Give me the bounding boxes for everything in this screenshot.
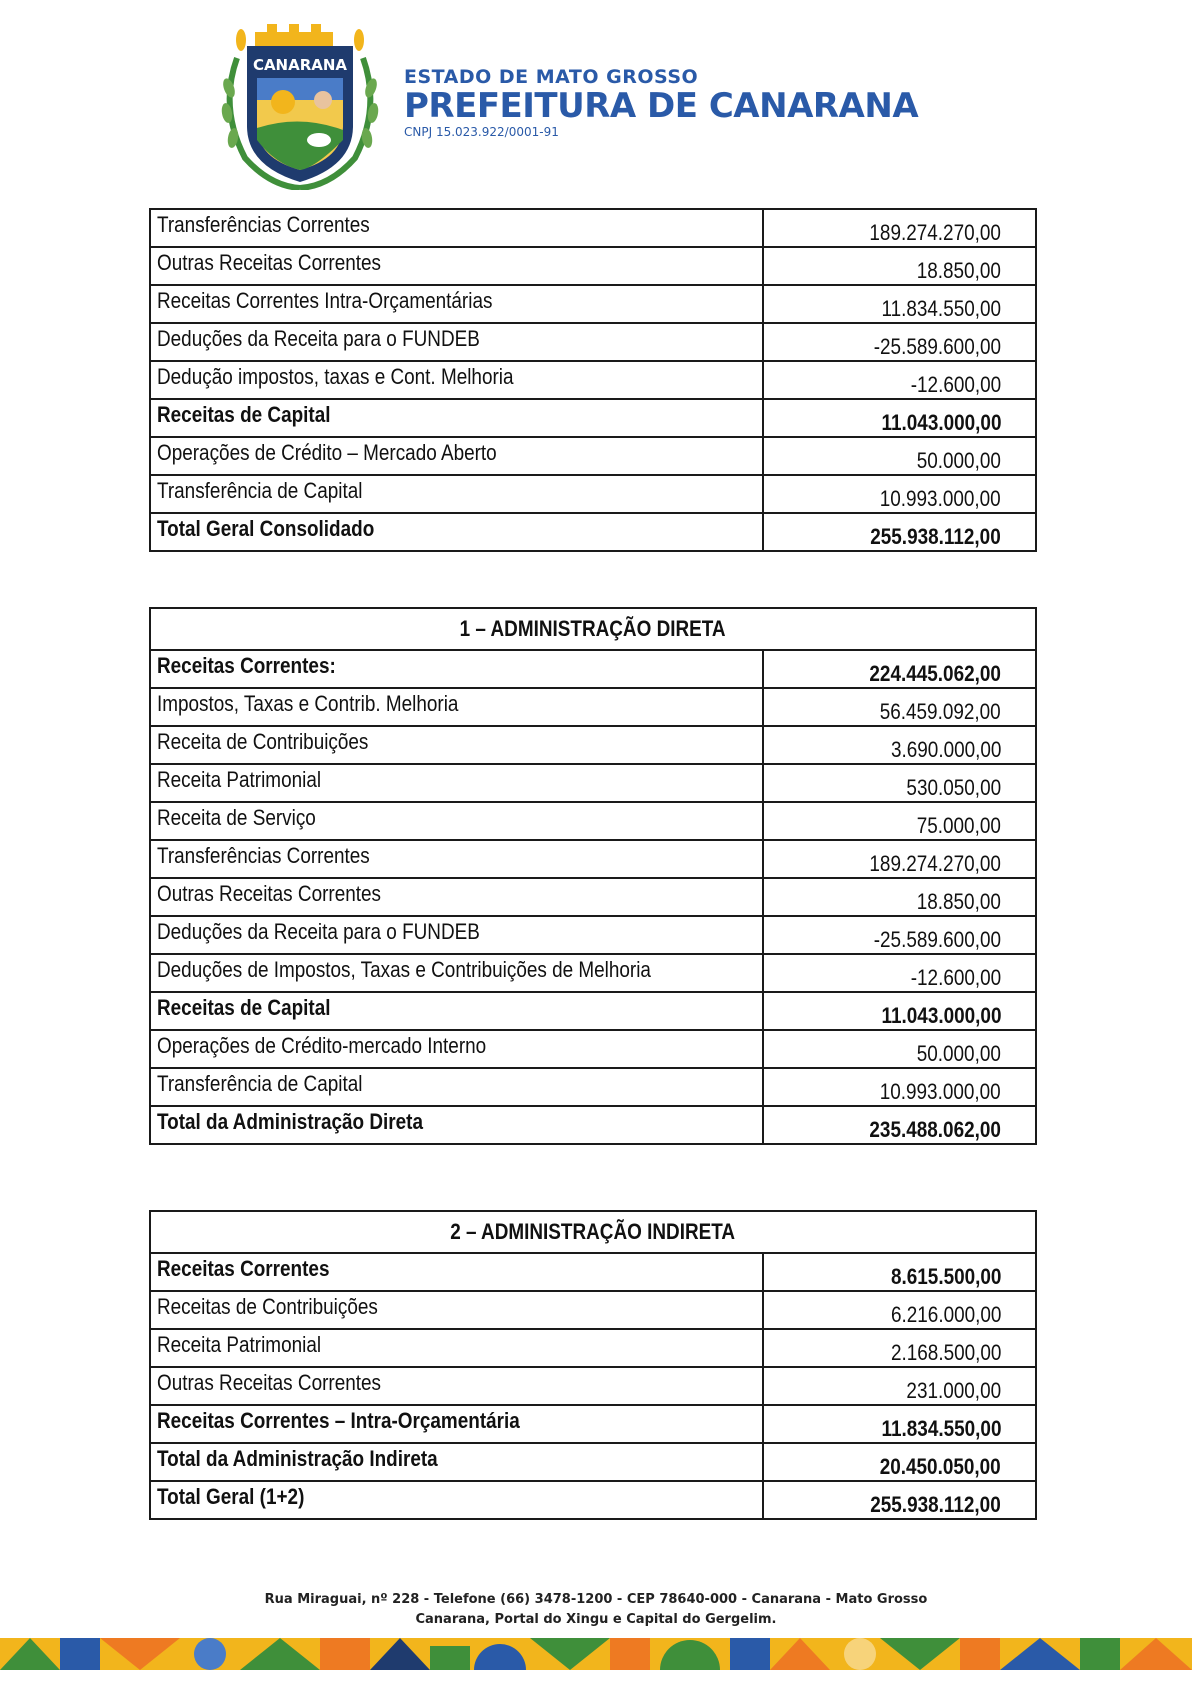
table-title-text: 2 – ADMINISTRAÇÃO INDIRETA bbox=[450, 1219, 736, 1244]
row-value-cell bbox=[763, 840, 1036, 878]
table-title bbox=[150, 1211, 1036, 1253]
row-value-cell bbox=[763, 323, 1036, 361]
row-label: Transferência de Capital bbox=[157, 1071, 363, 1096]
row-value: 11.834.550,00 bbox=[881, 296, 1001, 321]
row-value: 2.168.500,00 bbox=[890, 1340, 1001, 1365]
row-label: Outras Receitas Correntes bbox=[157, 1370, 381, 1395]
row-label-cell bbox=[150, 209, 763, 247]
row-label-cell bbox=[150, 726, 763, 764]
row-label-cell bbox=[150, 1443, 763, 1481]
table-row bbox=[150, 513, 1036, 551]
row-label: Receitas de Contribuições bbox=[157, 1294, 378, 1319]
table-row bbox=[150, 437, 1036, 475]
table-row bbox=[150, 285, 1036, 323]
row-value: -25.589.600,00 bbox=[873, 927, 1001, 952]
municipal-coat-of-arms bbox=[215, 18, 385, 190]
table-row bbox=[150, 399, 1036, 437]
row-value-cell bbox=[763, 726, 1036, 764]
row-label-cell bbox=[150, 954, 763, 992]
row-value-cell bbox=[763, 437, 1036, 475]
table-row bbox=[150, 726, 1036, 764]
row-value: 255.938.112,00 bbox=[870, 1492, 1001, 1517]
prefeitura-name: PREFEITURA DE CANARANA bbox=[404, 86, 919, 126]
row-value: 189.274.270,00 bbox=[869, 220, 1001, 245]
row-label: Receita Patrimonial bbox=[157, 1332, 322, 1357]
row-label-cell bbox=[150, 764, 763, 802]
row-label-cell bbox=[150, 437, 763, 475]
table-title-row bbox=[150, 608, 1036, 650]
row-value-cell bbox=[763, 1106, 1036, 1144]
row-label: Receitas de Capital bbox=[157, 995, 331, 1020]
row-label-cell bbox=[150, 650, 763, 688]
table-row bbox=[150, 1481, 1036, 1519]
row-value: -12.600,00 bbox=[910, 965, 1001, 990]
table-row bbox=[150, 688, 1036, 726]
table-row bbox=[150, 1068, 1036, 1106]
row-label-cell bbox=[150, 916, 763, 954]
table-title bbox=[150, 608, 1036, 650]
footer-motto: Canarana, Portal do Xingu e Capital do Gergelim. bbox=[415, 1612, 777, 1627]
row-value-cell bbox=[763, 916, 1036, 954]
decorative-pattern-band bbox=[0, 1638, 1192, 1670]
row-value: 11.834.550,00 bbox=[881, 1416, 1001, 1441]
row-value: 235.488.062,00 bbox=[869, 1117, 1001, 1142]
letterhead bbox=[0, 0, 1192, 200]
row-value: 3.690.000,00 bbox=[890, 737, 1001, 762]
row-label-cell bbox=[150, 802, 763, 840]
row-value-cell bbox=[763, 1068, 1036, 1106]
row-value: 10.993.000,00 bbox=[879, 486, 1001, 511]
row-value-cell bbox=[763, 209, 1036, 247]
row-value: 75.000,00 bbox=[916, 813, 1001, 838]
row-label: Deduções da Receita para o FUNDEB bbox=[157, 919, 480, 944]
row-label: Receitas de Capital bbox=[157, 402, 331, 427]
row-value: 11.043.000,00 bbox=[881, 410, 1001, 435]
table-row bbox=[150, 361, 1036, 399]
table-row bbox=[150, 916, 1036, 954]
row-label: Transferências Correntes bbox=[157, 843, 370, 868]
row-value-cell bbox=[763, 475, 1036, 513]
row-value: 231.000,00 bbox=[906, 1378, 1001, 1403]
row-label-cell bbox=[150, 1405, 763, 1443]
row-label: Total Geral (1+2) bbox=[157, 1484, 305, 1509]
table-row bbox=[150, 247, 1036, 285]
crest-text: CANARANA bbox=[252, 56, 348, 74]
row-label: Receitas Correntes Intra-Orçamentárias bbox=[157, 288, 493, 313]
row-label-cell bbox=[150, 323, 763, 361]
row-value: 8.615.500,00 bbox=[890, 1264, 1001, 1289]
row-value-cell bbox=[763, 1291, 1036, 1329]
consolidated-revenue-table bbox=[149, 208, 1037, 552]
row-value: 18.850,00 bbox=[916, 889, 1001, 914]
row-value: 189.274.270,00 bbox=[869, 851, 1001, 876]
row-value-cell bbox=[763, 1405, 1036, 1443]
indirect-administration-table bbox=[149, 1210, 1037, 1520]
row-label-cell bbox=[150, 285, 763, 323]
table-row bbox=[150, 1253, 1036, 1291]
row-label: Receitas Correntes: bbox=[157, 653, 336, 678]
row-value-cell bbox=[763, 399, 1036, 437]
row-value-cell bbox=[763, 1367, 1036, 1405]
table-row bbox=[150, 1367, 1036, 1405]
row-label-cell bbox=[150, 475, 763, 513]
row-label-cell bbox=[150, 399, 763, 437]
table-body bbox=[150, 608, 1036, 1144]
row-label: Operações de Crédito-mercado Interno bbox=[157, 1033, 487, 1058]
row-value: 11.043.000,00 bbox=[881, 1003, 1001, 1028]
row-value-cell bbox=[763, 1329, 1036, 1367]
row-label: Receitas Correntes bbox=[157, 1256, 330, 1281]
table-row bbox=[150, 992, 1036, 1030]
row-label: Outras Receitas Correntes bbox=[157, 250, 381, 275]
row-label-cell bbox=[150, 1329, 763, 1367]
row-value-cell bbox=[763, 1253, 1036, 1291]
footer bbox=[0, 1590, 1192, 1630]
row-value-cell bbox=[763, 247, 1036, 285]
row-value-cell bbox=[763, 688, 1036, 726]
table-row bbox=[150, 323, 1036, 361]
row-value: -25.589.600,00 bbox=[873, 334, 1001, 359]
row-value-cell bbox=[763, 650, 1036, 688]
row-value: 255.938.112,00 bbox=[870, 524, 1001, 549]
table-row bbox=[150, 209, 1036, 247]
row-label-cell bbox=[150, 840, 763, 878]
row-label: Total Geral Consolidado bbox=[157, 516, 375, 541]
row-label: Deduções da Receita para o FUNDEB bbox=[157, 326, 480, 351]
row-label-cell bbox=[150, 878, 763, 916]
row-label: Total da Administração Direta bbox=[157, 1109, 423, 1134]
row-value-cell bbox=[763, 1030, 1036, 1068]
table-body bbox=[150, 1211, 1036, 1519]
direct-administration-table bbox=[149, 607, 1037, 1145]
row-label: Operações de Crédito – Mercado Aberto bbox=[157, 440, 497, 465]
row-label-cell bbox=[150, 992, 763, 1030]
row-label: Impostos, Taxas e Contrib. Melhoria bbox=[157, 691, 459, 716]
row-label-cell bbox=[150, 1253, 763, 1291]
row-value-cell bbox=[763, 802, 1036, 840]
table-row bbox=[150, 764, 1036, 802]
row-label: Deduções de Impostos, Taxas e Contribuições de Melhoria bbox=[157, 957, 651, 982]
row-value: 50.000,00 bbox=[916, 448, 1001, 473]
row-label: Receita de Contribuições bbox=[157, 729, 369, 754]
row-label-cell bbox=[150, 1367, 763, 1405]
row-label: Dedução impostos, taxas e Cont. Melhoria bbox=[157, 364, 514, 389]
row-value-cell bbox=[763, 764, 1036, 802]
row-value: 18.850,00 bbox=[916, 258, 1001, 283]
row-value-cell bbox=[763, 285, 1036, 323]
table-title-text: 1 – ADMINISTRAÇÃO DIRETA bbox=[460, 616, 726, 641]
row-value: 10.993.000,00 bbox=[879, 1079, 1001, 1104]
row-value-cell bbox=[763, 954, 1036, 992]
row-label: Receita de Serviço bbox=[157, 805, 316, 830]
row-label-cell bbox=[150, 1291, 763, 1329]
row-value: 6.216.000,00 bbox=[890, 1302, 1001, 1327]
row-label-cell bbox=[150, 361, 763, 399]
table-body bbox=[150, 209, 1036, 551]
row-label-cell bbox=[150, 1106, 763, 1144]
table-row bbox=[150, 1291, 1036, 1329]
table-row bbox=[150, 840, 1036, 878]
row-value-cell bbox=[763, 361, 1036, 399]
row-label-cell bbox=[150, 1481, 763, 1519]
row-value-cell bbox=[763, 1481, 1036, 1519]
cnpj: CNPJ 15.023.922/0001-91 bbox=[404, 125, 559, 139]
row-value: -12.600,00 bbox=[910, 372, 1001, 397]
table-row bbox=[150, 802, 1036, 840]
row-value-cell bbox=[763, 1443, 1036, 1481]
table-row bbox=[150, 1106, 1036, 1144]
row-label: Outras Receitas Correntes bbox=[157, 881, 381, 906]
row-label: Receitas Correntes – Intra-Orçamentária bbox=[157, 1408, 520, 1433]
table-row bbox=[150, 878, 1036, 916]
table-row bbox=[150, 1443, 1036, 1481]
row-label: Transferência de Capital bbox=[157, 478, 363, 503]
row-value: 20.450.050,00 bbox=[879, 1454, 1001, 1479]
footer-address: Rua Miraguai, nº 228 - Telefone (66) 3478-1200 - CEP 78640-000 - Canarana - Mato Grosso bbox=[264, 1592, 928, 1607]
row-label-cell bbox=[150, 1068, 763, 1106]
row-value: 530.050,00 bbox=[906, 775, 1001, 800]
row-label-cell bbox=[150, 1030, 763, 1068]
row-value: 224.445.062,00 bbox=[869, 661, 1001, 686]
row-label-cell bbox=[150, 513, 763, 551]
table-row bbox=[150, 954, 1036, 992]
table-row bbox=[150, 650, 1036, 688]
row-label: Transferências Correntes bbox=[157, 212, 370, 237]
table-row bbox=[150, 1329, 1036, 1367]
row-label: Receita Patrimonial bbox=[157, 767, 322, 792]
row-label-cell bbox=[150, 688, 763, 726]
table-row bbox=[150, 1405, 1036, 1443]
row-value-cell bbox=[763, 992, 1036, 1030]
table-row bbox=[150, 1030, 1036, 1068]
row-value-cell bbox=[763, 878, 1036, 916]
row-label: Total da Administração Indireta bbox=[157, 1446, 438, 1471]
table-title-row bbox=[150, 1211, 1036, 1253]
table-row bbox=[150, 475, 1036, 513]
row-value-cell bbox=[763, 513, 1036, 551]
row-value: 56.459.092,00 bbox=[879, 699, 1001, 724]
row-value: 50.000,00 bbox=[916, 1041, 1001, 1066]
state-name: ESTADO DE MATO GROSSO bbox=[404, 66, 699, 88]
row-label-cell bbox=[150, 247, 763, 285]
